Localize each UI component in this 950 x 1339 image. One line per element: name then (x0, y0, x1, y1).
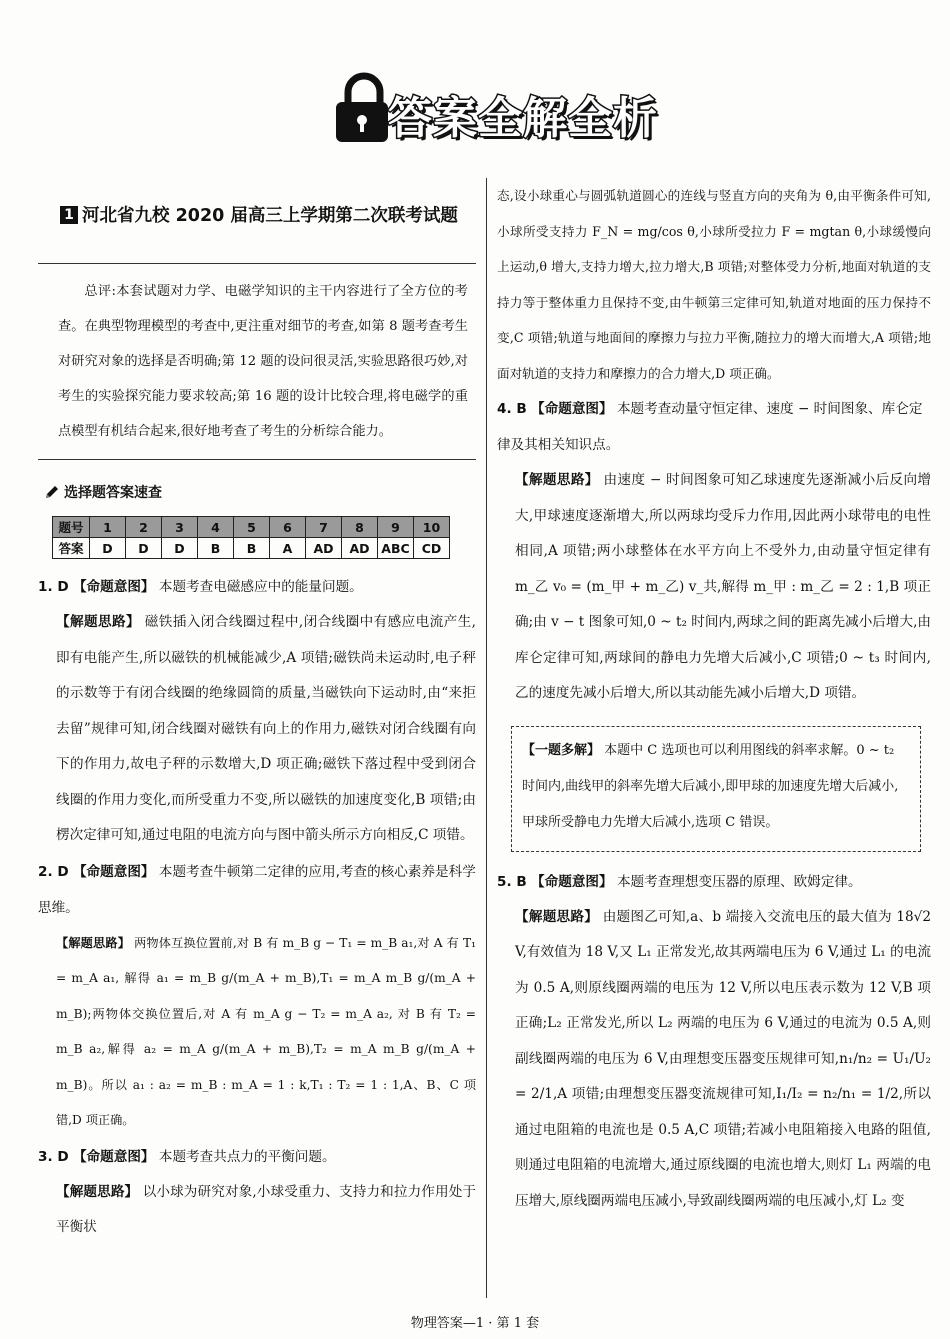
question-number: 1 (90, 517, 126, 538)
answer-cell: AD (306, 538, 342, 559)
question-header: 5. B 【命题意图】 本题考查理想变压器的原理、欧姆定律。 (497, 873, 862, 890)
question-5 (497, 864, 931, 1220)
summary-text: 总评:本套试题对力学、电磁学知识的主干内容进行了全方位的考查。在典型物理模型的考查中,更注重对细节的考查,如第 8 题考查考生对研究对象的选择是否明确;第 12 题的设问很灵活,实验思路很巧妙,对考生的实验探究能力要求较高;第 16 题的设计比较合理,将电磁学的重点模型有机结合起来,很好地考查了考生的分析综合能力。 (58, 284, 468, 439)
question-header: 2. D 【命题意图】 本题考查牛顿第二定律的应用,考查的核心素养是科学思维。 (38, 863, 476, 916)
question-number: 8 (342, 517, 378, 538)
question-header: 3. D 【命题意图】 本题考查共点力的平衡问题。 (38, 1148, 336, 1165)
left-column (38, 188, 476, 1246)
question-2 (38, 854, 476, 1139)
quick-answer-heading-text: 选择题答案速查 (64, 485, 162, 501)
question-1 (38, 569, 476, 854)
answer-cell: AD (342, 538, 378, 559)
alternate-solution-box: 【一题多解】 本题中 C 选项也可以利用图线的斜率求解。0 ~ t₂ 时间内,曲线甲的斜率先增大后减小,即甲球的加速度先增大后减小,甲球所受静电力先增大后减小,选项 C 错误。 (511, 726, 921, 852)
question-number: 5 (234, 517, 270, 538)
solution-text: 【解题思路】 两物体互换位置前,对 B 有 m_B g − T₁ = m_B a₁,对 A 有 T₁ = m_A a₁, 解得 a₁ = m_B g/(m_A + m_B),T₁ = m_A m_B g/(m_A + m_B);两物体交换位置后,对 A 有 m_A g − T₂ = m_A a₂, 对 B 有 T₂ = m_B a₂,解得 a₂ = m_A g/(m_A + m_B),T₂ = m_A m_B g/(m_A + m_B)。所以 a₁ : a₂ = m_B : m_A = 1 : k,T₁ : T₂ = 1 : 1,A、B、C 项错,D 项正确。 (56, 935, 477, 1127)
divider-line (38, 459, 476, 460)
solution-text: 【解题思路】 磁铁插入闭合线圈过程中,闭合线圈中有感应电流产生,即有电能产生,所以磁铁的机械能减少,A 项错;磁铁尚未运动时,电子秤的示数等于有闭合线圈的绝缘圆筒的质量,当磁铁向下运动时,由“来拒去留”规律可知,闭合线圈对磁铁有向上的作用力,磁铁对闭合线圈有向下的作用力,故电子秤的示数增大,D 项正确;磁铁下落过程中受到闭合线圈的作用力变化,而所受重力不变,所以磁铁的加速度变化,B 项错;由楞次定律可知,通过电阻的电流方向与图中箭头所示方向相反,C 项错。 (56, 614, 476, 843)
answer-table (52, 516, 450, 559)
divider-line (38, 263, 476, 264)
answer-cell: D (126, 538, 162, 559)
question-header: 1. D 【命题意图】 本题考查电磁感应中的能量问题。 (38, 579, 363, 595)
answer-cell: D (162, 538, 198, 559)
question-number: 9 (378, 517, 414, 538)
solution-text: 【解题思路】 由题图乙可知,a、b 端接入交流电压的最大值为 18√2 V,有效值为 18 V,又 L₁ 正常发光,故其两端电压为 6 V,通过 L₁ 的电流为 0.5 A,则原线圈两端的电压为 12 V,所以电压表示数为 12 V,B 项正确;L₂ 正常发光,所以 L₂ 两端的电压为 6 V,通过的电流为 0.5 A,则副线圈两端的电压为 6 V,由理想变压器变压规律可知,n₁/n₂ = U₁/U₂ = 2/1,A 项错;由理想变压器变流规律可知,I₁/I₂ = n₂/n₁ = 1/2,所以通过电阻箱的电流也是 0.5 A,C 项错;若减小电阻箱接入电路的阻值,则通过电阻箱的电流增大,通过原线圈的电流也增大,则灯 L₁ 两端的电压增大,原线圈两端电压减小,导致副线圈两端的电压减小,灯 L₂ 变 (515, 908, 931, 1209)
question-number: 4 (198, 517, 234, 538)
right-column (497, 178, 931, 1219)
solution-text-continued: 态,设小球重心与圆弧轨道圆心的连线与竖直方向的夹角为 θ,由平衡条件可知,小球所受支持力 F_N = mg/cos θ,小球所受拉力 F = mgtan θ,小球缓慢向上运动,θ 增大,支持力增大,拉力增大,B 项错;对整体受力分析,地面对轨道的支持力等于整体重力且保持不变,由牛顿第三定律可知,轨道对地面的压力保持不变,C 项错;轨道与地面间的摩擦力与拉力平衡,随拉力的增大而增大,A 项错;地面对轨道的支持力和摩擦力的合力增大,D 项正确。 (497, 188, 931, 381)
column-divider (486, 178, 487, 1298)
question-4 (497, 391, 931, 852)
solution-text: 【解题思路】 以小球为研究对象,小球受重力、支持力和拉力作用处于平衡状 (56, 1183, 476, 1235)
header-logo (330, 70, 660, 150)
question-number: 10 (414, 517, 450, 538)
quick-answer-heading (44, 482, 476, 502)
paper-title-text: 河北省九校 2020 届高三上学期第二次联考试题 (82, 206, 458, 226)
paper-number-badge: 1 (60, 206, 78, 224)
question-header: 4. B 【命题意图】 本题考查动量守恒定律、速度 − 时间图象、库仑定律及其相关知识点。 (497, 401, 923, 453)
answer-cell: ABC (378, 538, 414, 559)
question-number: 6 (270, 517, 306, 538)
answer-table-numbers-row (53, 517, 450, 538)
logo-title: 答案全解全析 (388, 93, 658, 144)
answer-cell: B (234, 538, 270, 559)
row-label: 题号 (53, 517, 90, 538)
row-label: 答案 (53, 538, 90, 559)
answer-table-answers-row (53, 538, 450, 559)
answer-cell: CD (414, 538, 450, 559)
pencil-icon (44, 484, 60, 500)
question-number: 3 (162, 517, 198, 538)
answer-cell: A (270, 538, 306, 559)
question-3 (38, 1139, 476, 1246)
page-footer: 物理答案—1 · 第 1 套 (410, 1316, 540, 1331)
answer-cell: B (198, 538, 234, 559)
paper-title (60, 202, 476, 227)
solution-text: 【解题思路】 由速度 − 时间图象可知乙球速度先逐渐减小后反向增大,甲球速度逐渐增大,所以两球均受斥力作用,因此两小球带电的电性相同,A 项错;两小球整体在水平方向上不受外力,由动量守恒定律有 m_乙 v₀ = (m_甲 + m_乙) v_共,解得 m_甲 : m_乙 = 2 : 1,B 项正确;由 v − t 图象可知,0 ~ t₂ 时间内,两球之间的距离先减小后增大,由库仑定律可知,两球间的静电力先增大后减小,C 项错;0 ~ t₃ 时间内,乙的速度先减小后增大,所以其动能先减小后增大,D 项错。 (515, 472, 932, 701)
question-number: 2 (126, 517, 162, 538)
question-number: 7 (306, 517, 342, 538)
answer-cell: D (90, 538, 126, 559)
